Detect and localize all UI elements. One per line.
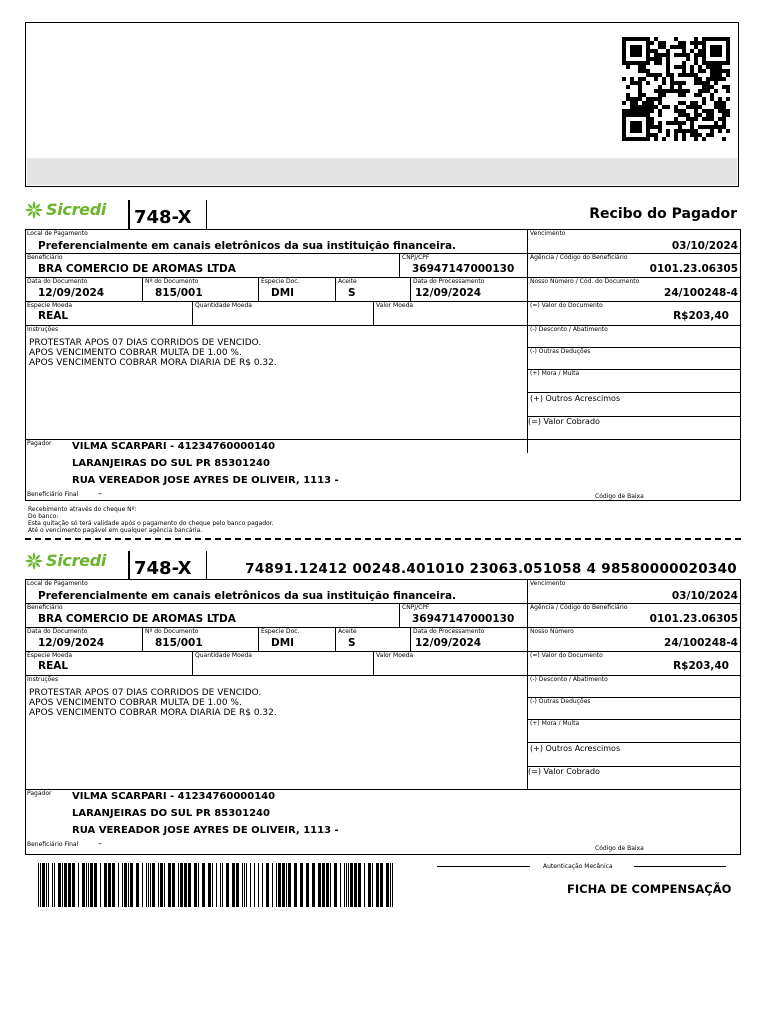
receipt-note-3: Esta quitação só terá validade após o pagamento do cheque pelo banco pagador. xyxy=(28,520,274,527)
receipt-note-1: Recebimento através do cheque Nº: xyxy=(28,506,137,513)
label-desconto: (-) Desconto / Abatimento xyxy=(530,676,608,683)
bank-code: 748-X xyxy=(134,558,192,579)
cnpj: 36947147000130 xyxy=(412,263,515,275)
especie-moeda: REAL xyxy=(38,660,69,672)
qr-code-icon xyxy=(622,37,730,141)
label-agencia: Agência / Código do Beneficiário xyxy=(530,254,628,261)
receipt-note-4: Até o vencimento pagável em qualquer agência bancária. xyxy=(28,527,203,534)
label-especie-moeda: Especie Moeda xyxy=(27,652,73,659)
label-valor-moeda: Valor Moeda xyxy=(376,652,414,659)
payer-line2: LARANJEIRAS DO SUL PR 85301240 xyxy=(72,808,270,819)
label-local-pagamento: Local de Pagamento xyxy=(27,580,88,587)
top-box xyxy=(25,22,739,187)
label-beneficiario-final: Beneficiário Final xyxy=(27,841,79,848)
data-processamento: 12/09/2024 xyxy=(415,637,482,649)
label-aceite: Aceite xyxy=(338,278,357,285)
receipt-note-2: Do banco: xyxy=(28,513,59,520)
cnpj: 36947147000130 xyxy=(412,613,515,625)
header-divider xyxy=(206,200,207,229)
label-outras-deducoes: (-) Outras Deduções xyxy=(530,348,591,355)
label-agencia: Agência / Código do Beneficiário xyxy=(530,604,628,611)
label-instrucoes: Instruções xyxy=(27,676,59,683)
agencia-codigo: 0101.23.06305 xyxy=(649,263,738,275)
bank-code: 748-X xyxy=(134,207,192,228)
payer-line2: LARANJEIRAS DO SUL PR 85301240 xyxy=(72,458,270,469)
aceite: S xyxy=(348,287,356,299)
label-vencimento: Vencimento xyxy=(530,580,566,587)
beneficiario: BRA COMERCIO DE AROMAS LTDA xyxy=(38,263,236,275)
label-instrucoes: Instruções xyxy=(27,326,59,333)
ficha-form xyxy=(25,579,741,855)
num-documento: 815/001 xyxy=(155,637,203,649)
instrucoes-text: PROTESTAR APOS 07 DIAS CORRIDOS DE VENCIDO. APOS VENCIMENTO COBRAR MULTA DE 1.00 %. APOS VENCIMENTO COBRAR MORA DIARIA DE R$ 0.32. xyxy=(29,338,277,368)
sicredi-logo xyxy=(25,200,106,219)
label-codigo-baixa: Código de Baixa xyxy=(595,845,644,852)
header-divider xyxy=(128,551,130,580)
label-valor-cobrado: (=) Valor Cobrado xyxy=(528,767,600,776)
label-outras-deducoes: (-) Outras Deduções xyxy=(530,698,591,705)
label-outros-acrescimos: (+) Outros Acrescimos xyxy=(530,394,621,403)
nosso-numero: 24/100248-4 xyxy=(664,637,738,649)
label-cnpj: CNPJ/CPF xyxy=(402,604,430,611)
especie-doc: DMI xyxy=(271,287,295,299)
label-data-documento: Data do Documento xyxy=(27,278,88,285)
nosso-numero: 24/100248-4 xyxy=(664,287,738,299)
label-beneficiario: Beneficiário xyxy=(27,604,63,611)
label-especie-doc: Especie Doc. xyxy=(261,278,300,285)
label-especie-doc: Especie Doc. xyxy=(261,628,300,635)
label-nosso-numero: Nosso Número / Cód. do Documento xyxy=(530,278,640,285)
label-valor-documento: (=) Valor do Documento xyxy=(530,302,603,309)
label-valor-cobrado: (=) Valor Cobrado xyxy=(528,417,600,426)
label-data-processamento: Data do Processamento xyxy=(413,628,485,635)
receipt-form xyxy=(25,229,741,501)
label-aceite: Aceite xyxy=(338,628,357,635)
sicredi-logo-icon xyxy=(25,201,43,219)
label-quantidade-moeda: Quantidade Moeda xyxy=(195,652,252,659)
sicredi-logo xyxy=(25,551,106,570)
logo-text: Sicredi xyxy=(46,200,107,219)
label-data-documento: Data do Documento xyxy=(27,628,88,635)
valor-documento: R$203,40 xyxy=(673,660,729,672)
label-pagador: Pagador xyxy=(27,790,52,797)
aceite: S xyxy=(348,637,356,649)
label-num-documento: Nº do Documento xyxy=(145,278,199,285)
data-documento: 12/09/2024 xyxy=(38,287,105,299)
label-codigo-baixa: Código de Baixa xyxy=(595,493,644,500)
especie-moeda: REAL xyxy=(38,310,69,322)
top-gray-band xyxy=(27,158,737,185)
beneficiario: BRA COMERCIO DE AROMAS LTDA xyxy=(38,613,236,625)
header-divider xyxy=(128,200,130,229)
label-quantidade-moeda: Quantidade Moeda xyxy=(195,302,252,309)
beneficiario-final: – xyxy=(98,489,102,498)
barcode-icon xyxy=(38,863,394,907)
label-local-pagamento: Local de Pagamento xyxy=(27,230,88,237)
label-mora-multa: (+) Mora / Multa xyxy=(530,370,580,377)
label-num-documento: Nº do Documento xyxy=(145,628,199,635)
label-cnpj: CNPJ/CPF xyxy=(402,254,430,261)
payer-line3: RUA VEREADOR JOSE AYRES DE OLIVEIR, 1113 - xyxy=(72,825,339,836)
ficha-title: FICHA DE COMPENSAÇÃO xyxy=(567,882,732,896)
label-nosso-numero: Nosso Número xyxy=(530,628,574,635)
label-autenticacao: Autenticação Mecânica xyxy=(543,863,613,870)
local-pagamento: Preferencialmente em canais eletrônicos da sua instituição financeira. xyxy=(38,240,457,252)
label-outros-acrescimos: (+) Outros Acrescimos xyxy=(530,744,621,753)
payer-line3: RUA VEREADOR JOSE AYRES DE OLIVEIR, 1113 - xyxy=(72,475,339,486)
payer-line1: VILMA SCARPARI - 41234760000140 xyxy=(72,791,276,802)
label-valor-moeda: Valor Moeda xyxy=(376,302,414,309)
payer-line1: VILMA SCARPARI - 41234760000140 xyxy=(72,441,276,452)
vencimento: 03/10/2024 xyxy=(671,240,738,252)
logo-text: Sicredi xyxy=(46,551,107,570)
local-pagamento: Preferencialmente em canais eletrônicos da sua instituição financeira. xyxy=(38,590,457,602)
num-documento: 815/001 xyxy=(155,287,203,299)
agencia-codigo: 0101.23.06305 xyxy=(649,613,738,625)
label-vencimento: Vencimento xyxy=(530,230,566,237)
especie-doc: DMI xyxy=(271,637,295,649)
sicredi-logo-icon xyxy=(25,552,43,570)
label-mora-multa: (+) Mora / Multa xyxy=(530,720,580,727)
data-processamento: 12/09/2024 xyxy=(415,287,482,299)
label-desconto: (-) Desconto / Abatimento xyxy=(530,326,608,333)
data-documento: 12/09/2024 xyxy=(38,637,105,649)
label-especie-moeda: Especie Moeda xyxy=(27,302,73,309)
label-valor-documento: (=) Valor do Documento xyxy=(530,652,603,659)
cut-line xyxy=(25,538,741,540)
instrucoes-text: PROTESTAR APOS 07 DIAS CORRIDOS DE VENCIDO. APOS VENCIMENTO COBRAR MULTA DE 1.00 %. APOS VENCIMENTO COBRAR MORA DIARIA DE R$ 0.32. xyxy=(29,688,277,718)
auth-line-left xyxy=(437,866,530,867)
receipt-title: Recibo do Pagador xyxy=(589,206,737,222)
label-data-processamento: Data do Processamento xyxy=(413,278,485,285)
label-beneficiario: Beneficiário xyxy=(27,254,63,261)
beneficiario-final: – xyxy=(98,839,102,848)
auth-line-right xyxy=(634,866,726,867)
digitable-line: 74891.12412 00248.401010 23063.051058 4 98580000020340 xyxy=(245,561,737,577)
valor-documento: R$203,40 xyxy=(673,310,729,322)
vencimento: 03/10/2024 xyxy=(671,590,738,602)
label-beneficiario-final: Beneficiário Final xyxy=(27,491,79,498)
label-pagador: Pagador xyxy=(27,440,52,447)
header-divider xyxy=(206,551,207,580)
